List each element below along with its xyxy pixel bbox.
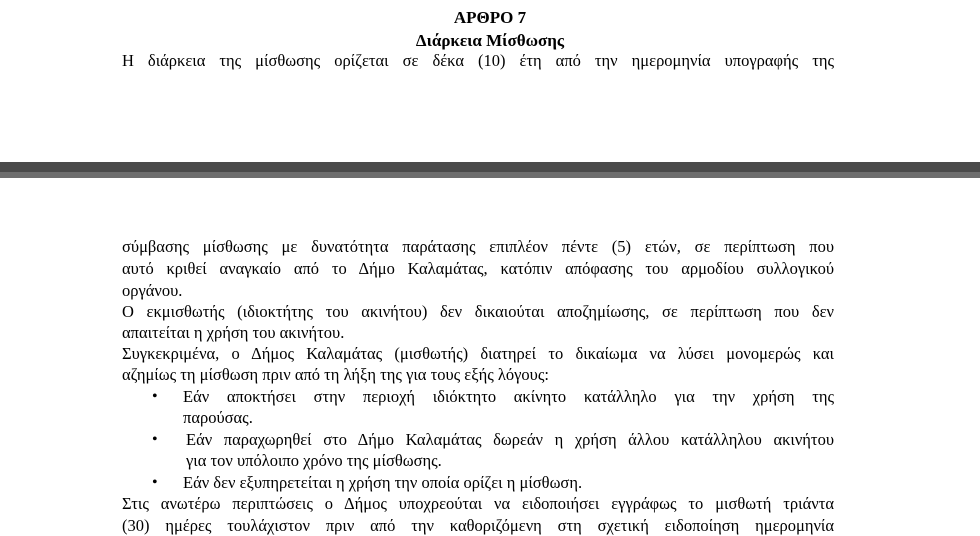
paragraph-line: Ο εκμισθωτής (ιδιοκτήτης του ακινήτου) δεν δικαιούται αποζημίωσης, σε περίπτωση που δεν: [122, 302, 834, 321]
document-page-1: [0, 0, 980, 162]
paragraph-line: Η διάρκεια της μίσθωσης ορίζεται σε δέκα (10) έτη από την ημερομηνία υπογραφής της: [122, 51, 834, 70]
page-separator: [0, 162, 980, 178]
list-item-line: Εάν παραχωρηθεί στο Δήμο Καλαμάτας δωρεάν η χρήση άλλου κατάλληλου ακινήτου: [186, 430, 834, 449]
bullet-icon: •: [152, 388, 158, 405]
paragraph-line: (30) ημέρες τουλάχιστον πριν από την καθοριζόμενη στη σχετική ειδοποίηση ημερομηνία: [122, 516, 834, 535]
list-item-line: για τον υπόλοιπο χρόνο της μίσθωσης.: [186, 451, 442, 470]
article-number: ΑΡΘΡΟ 7: [453, 8, 527, 27]
bullet-icon: •: [152, 474, 158, 491]
paragraph-line: αζημίως τη μίσθωση πριν από τη λήξη της για τους εξής λόγους:: [122, 365, 549, 384]
list-item-line: παρούσας.: [183, 408, 253, 427]
list-item-line: Εάν δεν εξυπηρετείται η χρήση την οποία ορίζει η μίσθωση.: [183, 473, 583, 492]
paragraph-line: σύμβασης μίσθωσης με δυνατότητα παράτασης επιπλέον πέντε (5) ετών, σε περίπτωση που: [122, 237, 834, 256]
bullet-icon: •: [152, 431, 158, 448]
paragraph-line: Συγκεκριμένα, ο Δήμος Καλαμάτας (μισθωτής) διατηρεί το δικαίωμα να λύσει μονομερώς και: [122, 344, 834, 363]
paragraph-line: οργάνου.: [122, 281, 183, 300]
list-item-line: Εάν αποκτήσει στην περιοχή ιδιόκτητο ακίνητο κατάλληλο για την χρήση της: [183, 387, 834, 406]
paragraph-line: Στις ανωτέρω περιπτώσεις ο Δήμος υποχρεούται να ειδοποιήσει εγγράφως το μισθωτή τριάντα: [122, 494, 834, 513]
paragraph-line: απαιτείται η χρήση του ακινήτου.: [122, 323, 345, 342]
article-title: Διάρκεια Μίσθωσης: [415, 31, 565, 50]
paragraph-line: αυτό κριθεί αναγκαίο από το Δήμο Καλαμάτας, κατόπιν απόφασης του αρμοδίου συλλογικού: [122, 259, 834, 278]
document-page-2: [0, 178, 980, 536]
